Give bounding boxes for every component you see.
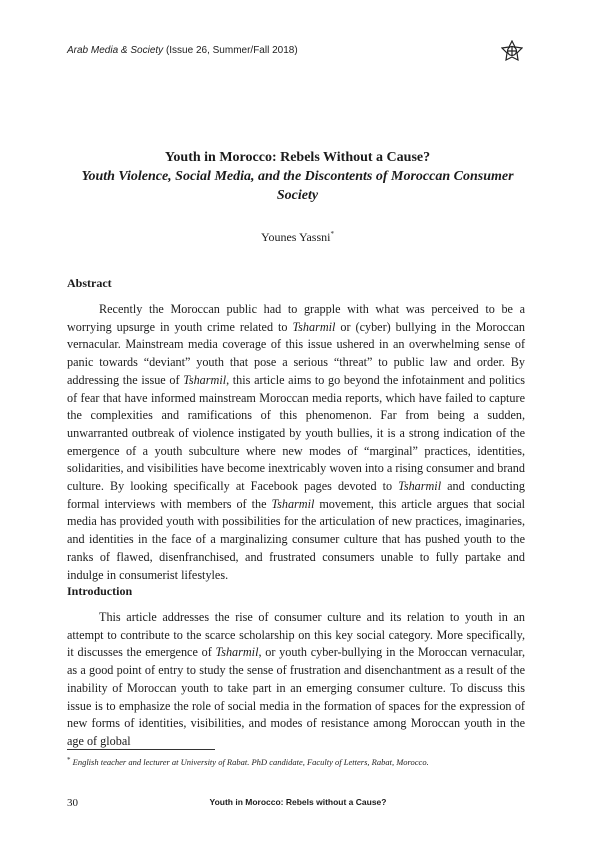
- author-name: Younes Yassni: [261, 230, 331, 244]
- title-subtitle: Youth Violence, Social Media, and the Discontents of Moroccan Consumer Society: [81, 169, 514, 203]
- journal-name: Arab Media & Society: [67, 45, 164, 56]
- abstract-heading: Abstract: [67, 276, 112, 290]
- article-title: [67, 148, 528, 205]
- author-line: [67, 230, 528, 245]
- intro-term-1: Tsharmil: [215, 645, 259, 660]
- abstract-text-3: , this article aims to go beyond the infotainment and politics of fear that have informed mainstream Moroccan media reports, which have failed to capture the complexities and ramifications of this phenomenon. Far from being a sudden, unwarranted outbreak of violence instigated by youth bullies, it is a strong indication of the emergence of a youth subculture where new modes of “marginal” practices, identities, solidarities, and visibilities have become inextricably woven into a rising consumer and brand culture. By looking specifically at Facebook pages devoted to: [67, 372, 526, 494]
- footnote: [67, 756, 527, 767]
- running-title: Youth in Morocco: Rebels without a Cause?: [209, 797, 387, 807]
- journal-header: [67, 45, 298, 56]
- abstract-paragraph: [67, 301, 525, 584]
- journal-issue: (Issue 26, Summer/Fall 2018): [163, 45, 298, 56]
- abstract-term-4: Tsharmil: [271, 496, 315, 511]
- intro-text-1: This article addresses the rise of consumer culture and its relation to youth in an attempt to contribute to the scarce scholarship on this key social category. More specifically, it discusses the emergence of: [67, 610, 525, 660]
- abstract-text-4: and conducting formal interviews with members of the: [67, 479, 525, 511]
- intro-text-2: , or youth cyber-bullying in the Moroccan vernacular, as a good point of entry to study the sense of frustration and disenchantment as a result of the inability of Moroccan youth to take part in an emerging consumer culture. To discuss this issue is to emphasize the role of social media in the formation of spaces for the expression of new forms of identities, visibilities, and modes of resistance among Moroccan youth in the age of global: [67, 645, 525, 748]
- aucmedia-logo-icon: [501, 40, 523, 62]
- abstract-text-5: movement, this article argues that social media has provided youth with possibilities for the articulation of new practices, imaginaries, and identities in the face of a marginalizing consumer culture that has pushed youth to the ranks of flawed, disenfranchised, and frustrated consumers unable to fully partake and indulge in consumerist lifestyles.: [67, 496, 526, 582]
- author-footnote-mark[interactable]: *: [330, 230, 334, 238]
- footnote-divider: [67, 749, 215, 750]
- page-number: 30: [67, 797, 78, 809]
- abstract-term-3: Tsharmil: [398, 479, 442, 494]
- abstract-text-2: or (cyber) bullying in the Moroccan vernacular. Mainstream media coverage of this issue ushered in an overwhelming sense of panic towards “deviant” youth that pose a serious “threat” to public law and order. By addressing the issue of: [67, 319, 525, 387]
- abstract-text-1: Recently the Moroccan public had to grapple with what was perceived to be a worrying upsurge in youth crime related to: [67, 302, 525, 334]
- footnote-text: English teacher and lecturer at University of Rabat. PhD candidate, Faculty of Letters, Rabat, Morocco.: [70, 757, 429, 767]
- introduction-paragraph: [67, 609, 525, 751]
- introduction-heading: Introduction: [67, 584, 133, 598]
- title-main: Youth in Morocco: Rebels Without a Cause?: [164, 150, 431, 165]
- footnote-mark: *: [67, 756, 71, 764]
- abstract-term-1: Tsharmil: [292, 319, 336, 334]
- abstract-term-2: Tsharmil: [183, 372, 227, 387]
